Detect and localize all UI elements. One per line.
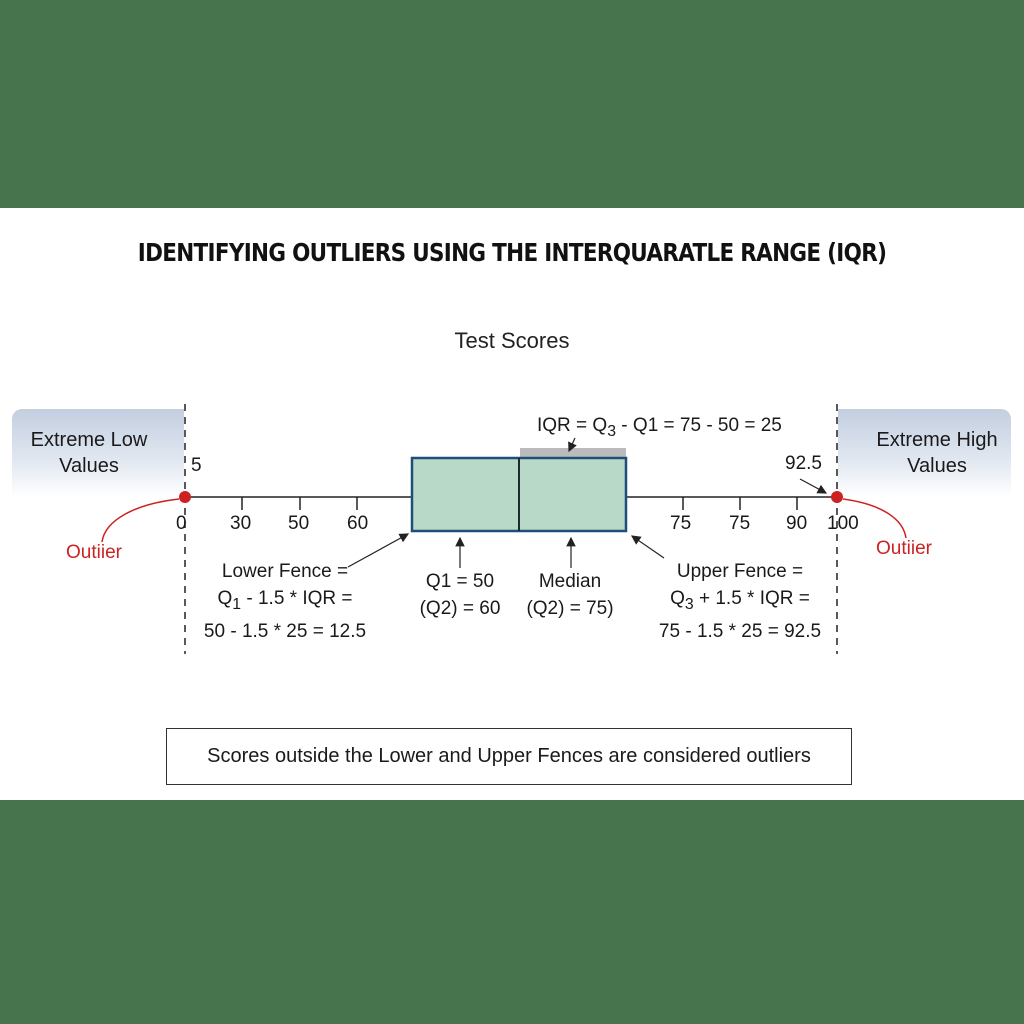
upper-fence-formula <box>640 558 840 645</box>
iqr-formula <box>537 415 782 441</box>
extreme-high-line-2: Values <box>907 455 967 477</box>
footer-note <box>166 728 852 785</box>
q1-label-line-2: (Q2) = 60 <box>419 598 501 619</box>
diagram-panel <box>0 208 1024 800</box>
tick-label: 30 <box>230 513 252 534</box>
upper-fence-line-2-rest: + 1.5 * IQR = <box>693 588 810 609</box>
axis-title: Test Scores <box>454 328 570 353</box>
outlier-point-left <box>179 491 191 503</box>
tick-label: 50 <box>288 513 310 534</box>
q1-label <box>405 568 515 622</box>
q1-label-line-1: Q1 = 50 <box>425 571 495 592</box>
lower-fence-formula <box>190 558 380 645</box>
upper-fence-arrow <box>632 536 664 558</box>
median-label-line-1: Median <box>538 571 602 592</box>
extreme-low-line-2: Values <box>59 455 119 477</box>
tick-label: 0 <box>176 513 187 534</box>
iqr-formula-sub: 3 <box>607 422 617 440</box>
upper-fence-line-2 <box>640 585 840 618</box>
upper-fence-line-1: Upper Fence = <box>676 561 804 582</box>
upper-fence-q: Q <box>670 588 685 609</box>
extreme-high-line-1: Extreme High <box>876 429 998 451</box>
outlier-label-right: Outiier <box>876 538 932 559</box>
lower-fence-line-2-rest: - 1.5 * IQR = <box>241 588 353 609</box>
tick-label: 75 <box>729 513 751 534</box>
outlier-label-left: Outiier <box>66 542 122 563</box>
lower-fence-q: Q <box>217 588 233 609</box>
median-label <box>515 568 625 622</box>
tick-label: 100 <box>827 513 859 534</box>
lower-fence-value-label: 5 <box>191 455 202 476</box>
upper-fence-value-label: 92.5 <box>785 453 822 474</box>
upper-fence-line-3: 75 - 1.5 * 25 = 92.5 <box>658 620 822 642</box>
median-label-line-2: (Q2) = 75) <box>526 598 614 619</box>
tick-label: 75 <box>670 513 692 534</box>
outlier-curve-left <box>102 499 179 542</box>
lower-fence-line-2 <box>190 585 380 618</box>
lower-fence-line-3: 50 - 1.5 * 25 = 12.5 <box>203 620 367 642</box>
lower-fence-q-sub: 1 <box>232 595 242 613</box>
box-plot <box>0 208 1024 800</box>
extreme-low-line-1: Extreme Low <box>30 429 148 451</box>
upper-value-arrow <box>800 479 826 493</box>
diagram-title: IDENTIFYING OUTLIERS USING THE INTERQUARATLE RANGE (IQR) <box>137 238 887 267</box>
iqr-formula-prefix: IQR = Q <box>537 415 608 436</box>
iqr-bracket-bar <box>520 448 626 457</box>
lower-fence-line-1: Lower Fence = <box>221 561 349 582</box>
tick-label: 90 <box>786 513 808 534</box>
footer-note-text: Scores outside the Lower and Upper Fences are considered outliers <box>207 745 811 767</box>
outlier-point-right <box>831 491 843 503</box>
iqr-formula-suffix: - Q1 = 75 - 50 = 25 <box>616 415 782 436</box>
tick-label: 60 <box>347 513 369 534</box>
upper-fence-q-sub: 3 <box>684 595 694 613</box>
